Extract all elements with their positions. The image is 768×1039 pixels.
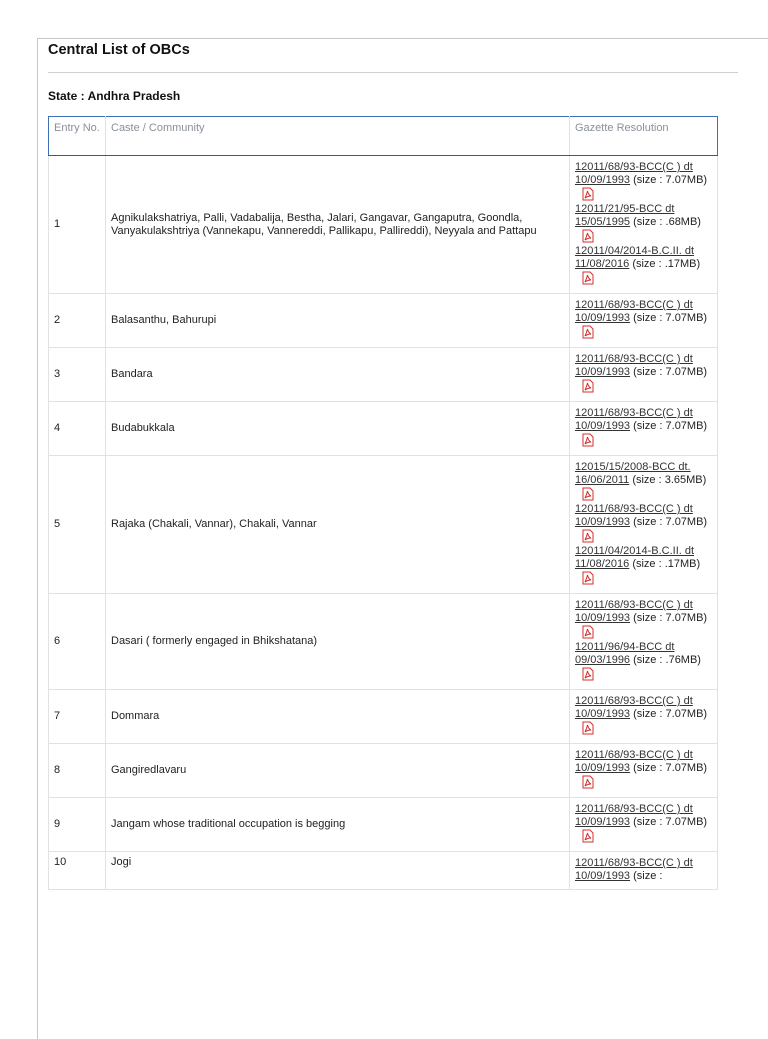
caste-community: Rajaka (Chakali, Vannar), Chakali, Vannar bbox=[106, 456, 570, 594]
gazette-resolution bbox=[575, 161, 712, 203]
entry-number: 1 bbox=[49, 156, 106, 294]
pdf-file-icon[interactable] bbox=[581, 667, 595, 681]
file-size: (size : 3.65MB) bbox=[632, 474, 707, 486]
page-title: Central List of OBCs bbox=[48, 42, 190, 58]
caste-community: Jogi bbox=[106, 852, 570, 890]
pdf-file-icon[interactable] bbox=[581, 571, 595, 585]
caste-community: Dasari ( formerly engaged in Bhikshatana) bbox=[106, 594, 570, 690]
pdf-file-icon[interactable] bbox=[581, 187, 595, 201]
gazette-resolution bbox=[575, 857, 712, 883]
pdf-file-icon[interactable] bbox=[581, 829, 595, 843]
entry-number: 3 bbox=[49, 348, 106, 402]
gazette-cell bbox=[570, 690, 718, 744]
state-label: State : Andhra Pradesh bbox=[48, 89, 181, 103]
caste-community: Agnikulakshatriya, Palli, Vadabalija, Bestha, Jalari, Gangavar, Gangaputra, Goondla, Vanyakulakshtriya (Vannekapu, Vannereddi, Pallikapu, Pallireddi), Neyyala and Pattapu bbox=[106, 156, 570, 294]
table-body bbox=[49, 156, 718, 890]
gazette-resolution bbox=[575, 353, 712, 395]
pdf-file-icon[interactable] bbox=[581, 325, 595, 339]
gazette-resolution-link[interactable]: 12011/68/93-BCC(C ) dt 10/09/1993 bbox=[575, 299, 693, 324]
table-row bbox=[49, 402, 718, 456]
gazette-resolution-link[interactable]: 12011/68/93-BCC(C ) dt 10/09/1993 bbox=[575, 803, 693, 828]
gazette-resolution-link[interactable]: 12011/21/95-BCC dt 15/05/1995 bbox=[575, 203, 675, 228]
file-size: (size : 7.07MB) bbox=[633, 762, 708, 774]
table-row bbox=[49, 456, 718, 594]
header-entry-no[interactable]: Entry No. bbox=[49, 117, 106, 156]
obc-table bbox=[48, 116, 718, 890]
gazette-resolution bbox=[575, 803, 712, 845]
file-size: (size : .76MB) bbox=[633, 654, 701, 666]
entry-number: 4 bbox=[49, 402, 106, 456]
gazette-resolution bbox=[575, 695, 712, 737]
entry-number: 2 bbox=[49, 294, 106, 348]
file-size: (size : 7.07MB) bbox=[633, 420, 708, 432]
gazette-resolution-link[interactable]: 12011/04/2014-B.C.II. dt 11/08/2016 bbox=[575, 545, 695, 570]
caste-community: Jangam whose traditional occupation is begging bbox=[106, 798, 570, 852]
gazette-resolution-link[interactable]: 12011/68/93-BCC(C ) dt 10/09/1993 bbox=[575, 749, 693, 774]
gazette-cell bbox=[570, 402, 718, 456]
entry-number: 10 bbox=[49, 852, 106, 890]
gazette-resolution bbox=[575, 641, 712, 683]
file-size: (size : 7.07MB) bbox=[633, 312, 708, 324]
table-row bbox=[49, 852, 718, 890]
gazette-cell bbox=[570, 798, 718, 852]
gazette-resolution bbox=[575, 245, 712, 287]
pdf-file-icon[interactable] bbox=[581, 487, 595, 501]
gazette-resolution bbox=[575, 203, 712, 245]
gazette-resolution-link[interactable]: 12011/96/94-BCC dt 09/03/1996 bbox=[575, 641, 675, 666]
table-row bbox=[49, 690, 718, 744]
header-gazette-resolution[interactable]: Gazette Resolution bbox=[570, 117, 718, 156]
gazette-cell bbox=[570, 156, 718, 294]
entry-number: 5 bbox=[49, 456, 106, 594]
gazette-cell bbox=[570, 852, 718, 890]
entry-number: 9 bbox=[49, 798, 106, 852]
pdf-file-icon[interactable] bbox=[581, 529, 595, 543]
gazette-resolution bbox=[575, 545, 712, 587]
gazette-resolution bbox=[575, 461, 712, 503]
file-size: (size : 7.07MB) bbox=[633, 708, 708, 720]
pdf-file-icon[interactable] bbox=[581, 775, 595, 789]
gazette-resolution-link[interactable]: 12011/68/93-BCC(C ) dt 10/09/1993 bbox=[575, 857, 693, 882]
caste-community: Balasanthu, Bahurupi bbox=[106, 294, 570, 348]
table-row bbox=[49, 798, 718, 852]
entry-number: 6 bbox=[49, 594, 106, 690]
gazette-resolution-link[interactable]: 12011/68/93-BCC(C ) dt 10/09/1993 bbox=[575, 353, 693, 378]
gazette-cell bbox=[570, 744, 718, 798]
caste-community: Budabukkala bbox=[106, 402, 570, 456]
gazette-resolution-link[interactable]: 12011/04/2014-B.C.II. dt 11/08/2016 bbox=[575, 245, 695, 270]
table-header-row bbox=[49, 117, 718, 156]
table-row bbox=[49, 348, 718, 402]
gazette-cell bbox=[570, 294, 718, 348]
gazette-resolution bbox=[575, 299, 712, 341]
table-row bbox=[49, 156, 718, 294]
header-caste-community[interactable]: Caste / Community bbox=[106, 117, 570, 156]
file-size: (size : 7.07MB) bbox=[633, 612, 708, 624]
gazette-cell bbox=[570, 594, 718, 690]
table-row bbox=[49, 744, 718, 798]
gazette-resolution bbox=[575, 407, 712, 449]
gazette-resolution-link[interactable]: 12011/68/93-BCC(C ) dt 10/09/1993 bbox=[575, 161, 693, 186]
entry-number: 8 bbox=[49, 744, 106, 798]
gazette-resolution-link[interactable]: 12015/15/2008-BCC dt. 16/06/2011 bbox=[575, 461, 691, 486]
caste-community: Dommara bbox=[106, 690, 570, 744]
table-row bbox=[49, 294, 718, 348]
file-size: (size : 7.07MB) bbox=[633, 366, 708, 378]
gazette-resolution bbox=[575, 749, 712, 791]
title-divider bbox=[48, 72, 738, 73]
caste-community: Bandara bbox=[106, 348, 570, 402]
file-size: (size : .17MB) bbox=[632, 258, 701, 270]
gazette-cell bbox=[570, 456, 718, 594]
entry-number: 7 bbox=[49, 690, 106, 744]
file-size: (size : .17MB) bbox=[632, 558, 701, 570]
gazette-cell bbox=[570, 348, 718, 402]
pdf-file-icon[interactable] bbox=[581, 433, 595, 447]
pdf-file-icon[interactable] bbox=[581, 625, 595, 639]
pdf-file-icon[interactable] bbox=[581, 379, 595, 393]
gazette-resolution-link[interactable]: 12011/68/93-BCC(C ) dt 10/09/1993 bbox=[575, 599, 693, 624]
table-row bbox=[49, 594, 718, 690]
pdf-file-icon[interactable] bbox=[581, 271, 595, 285]
file-size: (size : bbox=[633, 870, 663, 882]
gazette-resolution-link[interactable]: 12011/68/93-BCC(C ) dt 10/09/1993 bbox=[575, 503, 693, 528]
caste-community: Gangiredlavaru bbox=[106, 744, 570, 798]
file-size: (size : 7.07MB) bbox=[633, 174, 708, 186]
pdf-file-icon[interactable] bbox=[581, 229, 595, 243]
pdf-file-icon[interactable] bbox=[581, 721, 595, 735]
gazette-resolution-link[interactable]: 12011/68/93-BCC(C ) dt 10/09/1993 bbox=[575, 407, 693, 432]
file-size: (size : 7.07MB) bbox=[633, 816, 708, 828]
gazette-resolution bbox=[575, 599, 712, 641]
gazette-resolution bbox=[575, 503, 712, 545]
file-size: (size : 7.07MB) bbox=[633, 516, 708, 528]
obc-list-panel bbox=[37, 38, 768, 1039]
file-size: (size : .68MB) bbox=[633, 216, 701, 228]
gazette-resolution-link[interactable]: 12011/68/93-BCC(C ) dt 10/09/1993 bbox=[575, 695, 693, 720]
